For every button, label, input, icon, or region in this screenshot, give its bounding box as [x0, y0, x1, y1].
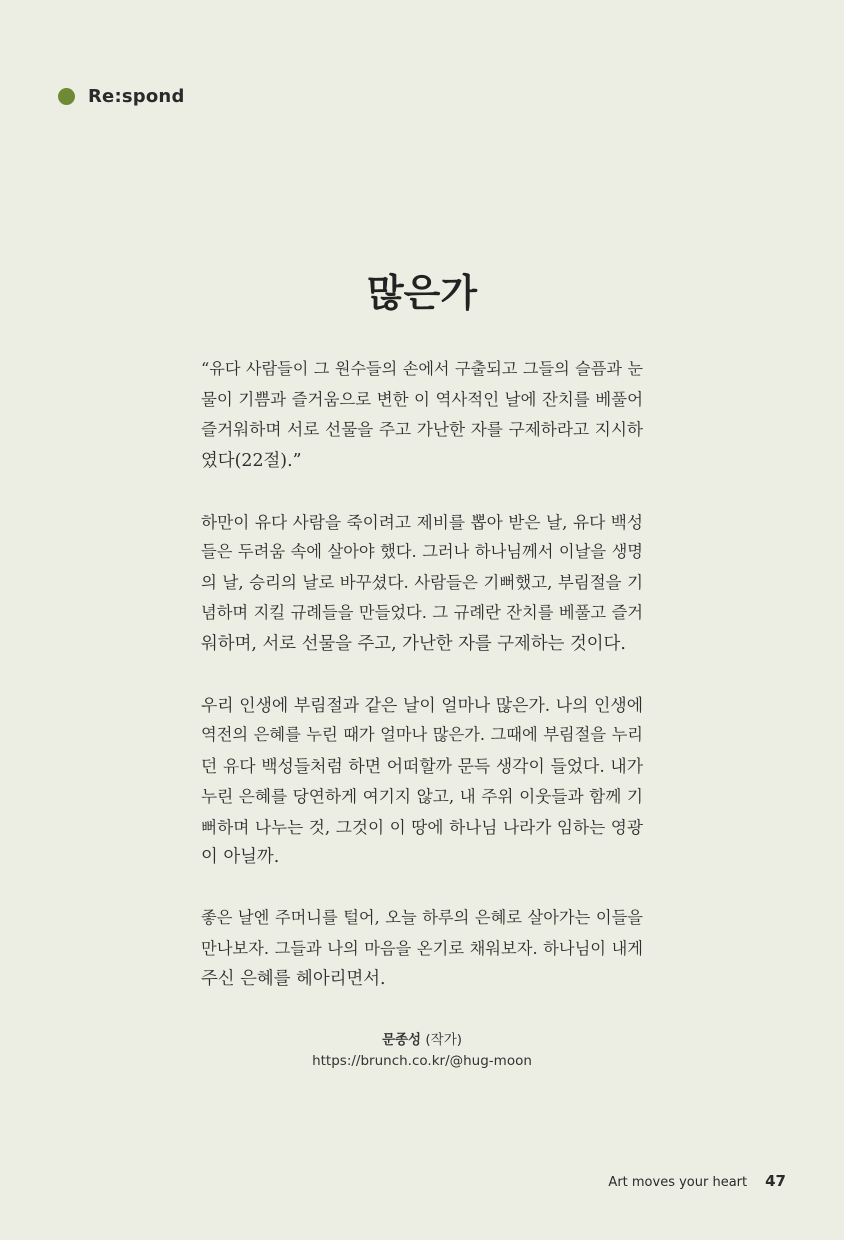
text-line: 뻐하며 나누는 것, 그것이 이 땅에 하나님 나라가 임하는 영광	[201, 816, 643, 837]
text-line: 즐거워하며 서로 선물을 주고 가난한 자를 구제하라고 지시하	[201, 420, 643, 439]
text-line: 이 아닐까.	[201, 847, 280, 867]
paragraph-3	[201, 690, 643, 873]
author-role: (작가)	[425, 1032, 463, 1048]
text-line: 역전의 은혜를 누린 때가 얼마나 많은가. 그때에 부림절을 누리	[201, 725, 643, 744]
text-line: 누린 은혜를 당연하게 여기지 않고, 내 주위 이웃들과 함께 기	[201, 786, 643, 806]
text-line: 물이 기쁨과 즐거움으로 변한 이 역사적인 날에 잔치를 베풀어	[201, 389, 643, 409]
text-line: “유다 사람들이 그 원수들의 손에서 구출되고 그들의 슬픔과 눈	[201, 359, 643, 378]
paragraph-1	[201, 354, 643, 476]
page-number: 47	[765, 1172, 786, 1190]
text-line: 의 날, 승리의 날로 바꾸셨다. 사람들은 기뻐했고, 부림절을 기	[201, 572, 643, 592]
author-line	[0, 1030, 844, 1051]
paragraph-4	[201, 903, 643, 995]
text-line: 들은 두려움 속에 살아야 했다. 그러나 하나님께서 이날을 생명	[201, 542, 643, 561]
text-line: 하만이 유다 사람을 죽이려고 제비를 뽑아 받은 날, 유다 백성	[201, 511, 643, 532]
text-line: 주신 은혜를 헤아리면서.	[201, 969, 386, 989]
text-line: 우리 인생에 부림절과 같은 날이 얼마나 많은가. 나의 인생에	[201, 694, 643, 715]
paragraph-2	[201, 507, 643, 660]
article-body	[201, 354, 643, 1025]
article-title: 많은가	[366, 270, 478, 315]
text-line: 였다(22절).”	[201, 450, 302, 471]
author-block	[0, 1030, 844, 1072]
section-header	[58, 86, 185, 107]
footer-slogan: Art moves your heart	[608, 1175, 748, 1190]
text-line: 념하며 지킬 규례들을 만들었다. 그 규례란 잔치를 베풀고 즐거	[201, 603, 643, 622]
section-label: Re:spond	[88, 86, 185, 107]
author-name: 문종성	[381, 1032, 422, 1048]
text-line: 던 유다 백성들처럼 하면 어떠할까 문득 생각이 들었다. 내가	[201, 755, 643, 776]
page-footer	[608, 1172, 786, 1190]
section-bullet-icon	[58, 88, 75, 105]
text-line: 좋은 날엔 주머니를 털어, 오늘 하루의 은혜로 살아가는 이들을	[201, 908, 643, 927]
text-line: 만나보자. 그들과 나의 마음을 온기로 채워보자. 하나님이 내게	[201, 938, 643, 958]
author-url: https://brunch.co.kr/@hug-moon	[312, 1053, 532, 1069]
text-line: 워하며, 서로 선물을 주고, 가난한 자를 구제하는 것이다.	[201, 633, 626, 654]
